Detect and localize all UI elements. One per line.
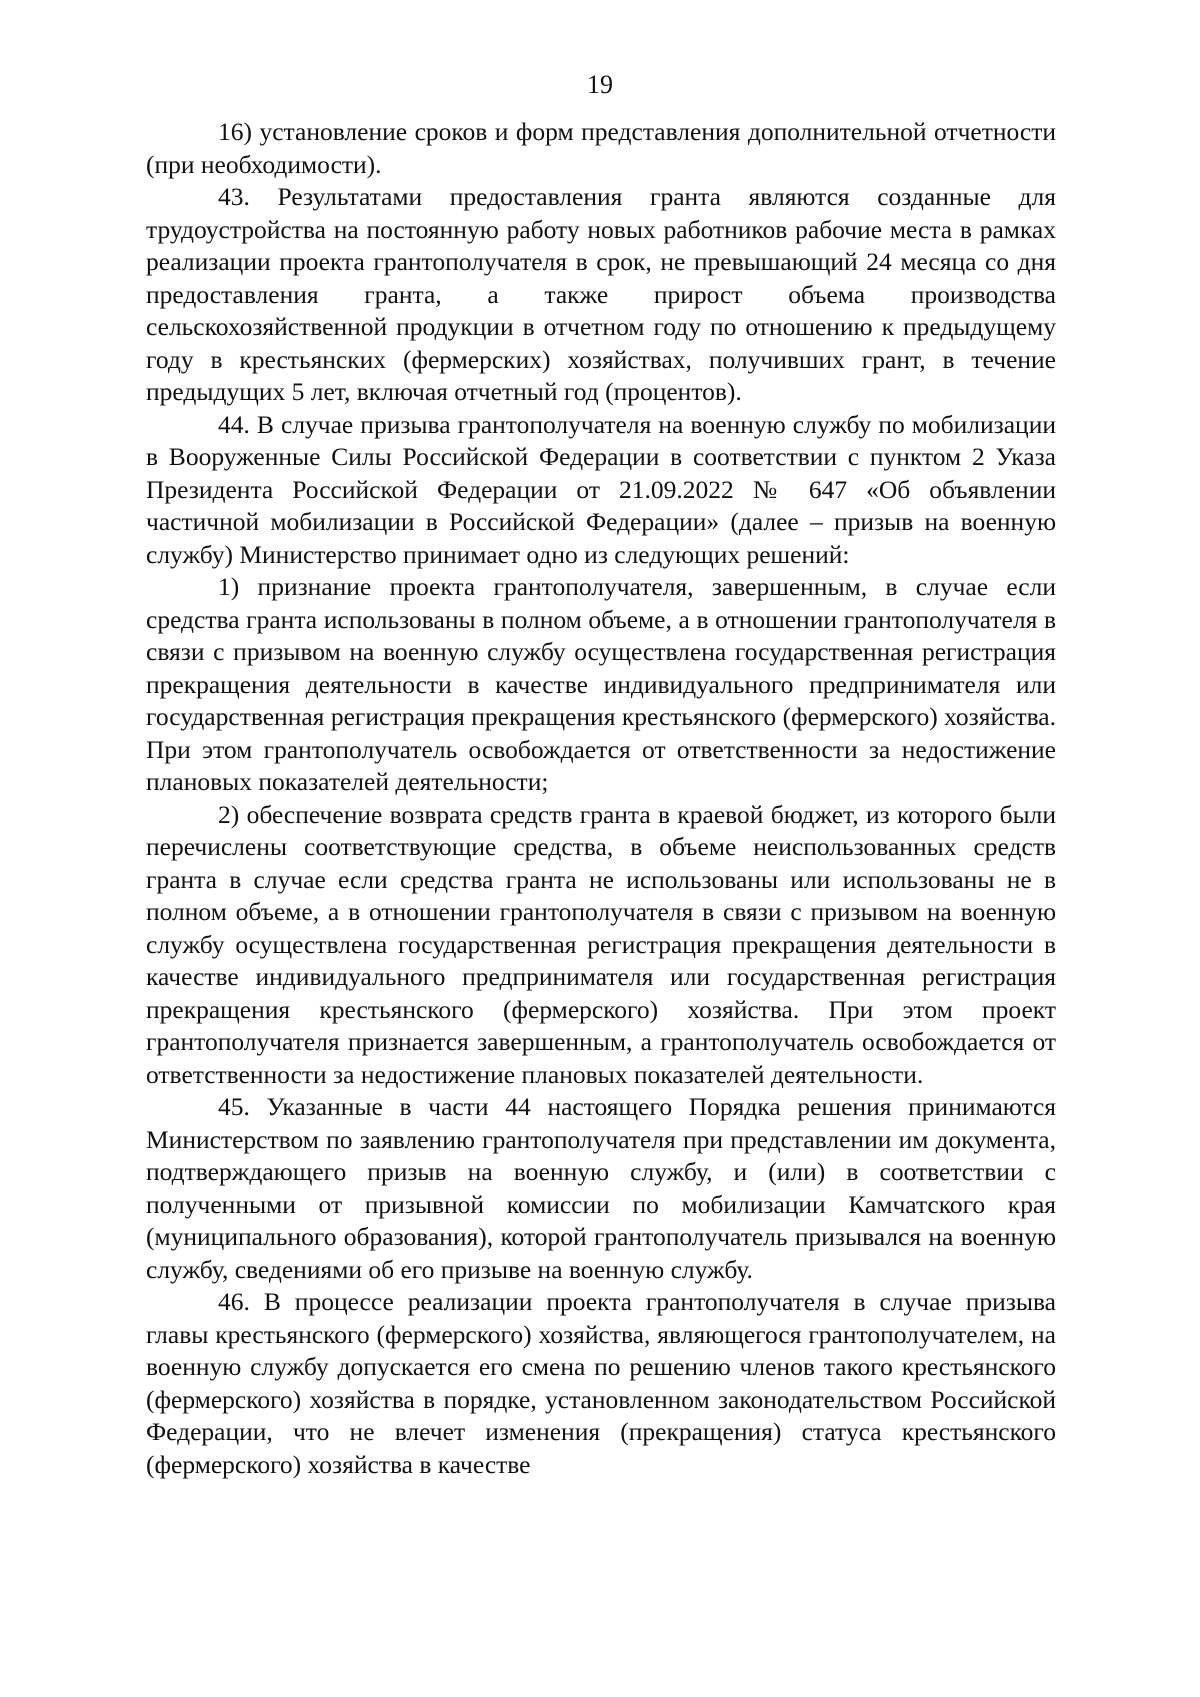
paragraph-item-16: 16) установление сроков и форм представления дополнительной отчетности (при необходимости). <box>146 117 1056 179</box>
paragraph-45: 45. Указанные в части 44 настоящего Порядка решения принимаются Министерством по заявлению грантополучателя при представлении им документа, подтверждающего призыв на военную службу, и (или) в соответствии с полученными от призывной комиссии по мобилизации Камчатского края (муниципального образования), которой грантополучатель призывался на военную службу, сведениями об его призыве на военную службу. <box>146 1092 1056 1284</box>
paragraph-44: 44. В случае призыва грантополучателя на военную службу по мобилизации в Вооруженные Силы Российской Федерации в соответствии с пунктом 2 Указа Президента Российской Федерации от 21.09.2022 № 647 «Об объявлении частичной мобилизации в Российской Федерации» (далее – призыв на военную службу) Министерство принимает одно из следующих решений: <box>146 409 1056 569</box>
page-number: 19 <box>587 70 613 99</box>
document-body <box>146 116 1056 1481</box>
paragraph-44-item-1: 1) признание проекта грантополучателя, завершенным, в случае если средства гранта использованы в полном объеме, а в отношении грантополучателя в связи с призывом на военную службу осуществлена государственная регистрация прекращения деятельности в качестве индивидуального предпринимателя или государственная регистрация прекращения крестьянского (фермерского) хозяйства. При этом грантополучатель освобождается от ответственности за недостижение плановых показателей деятельности; <box>146 572 1056 796</box>
paragraph-43: 43. Результатами предоставления гранта являются созданные для трудоустройства на постоянную работу новых работников рабочие места в рамках реализации проекта грантополучателя в срок, не превышающий 24 месяца со дня предоставления гранта, а также прирост объема производства сельскохозяйственной продукции в отчетном году по отношению к предыдущему году в крестьянских (фермерских) хозяйствах, получивших грант, в течение предыдущих 5 лет, включая отчетный год (процентов). <box>146 182 1056 406</box>
paragraph-46: 46. В процессе реализации проекта грантополучателя в случае призыва главы крестьянского (фермерского) хозяйства, являющегося грантополучателем, на военную службу допускается его смена по решению членов такого крестьянского (фермерского) хозяйства в порядке, установленном законодательством Российской Федерации, что не влечет изменения (прекращения) статуса крестьянского (фермерского) хозяйства в качестве <box>146 1287 1056 1479</box>
paragraph-44-item-2: 2) обеспечение возврата средств гранта в краевой бюджет, из которого были перечислены соответствующие средства, в объеме неиспользованных средств гранта в случае если средства гранта не использованы или использованы не в полном объеме, а в отношении грантополучателя в связи с призывом на военную службу осуществлена государственная регистрация прекращения деятельности в качестве индивидуального предпринимателя или государственная регистрация прекращения крестьянского (фермерского) хозяйства. При этом проект грантополучателя признается завершенным, а грантополучатель освобождается от ответственности за недостижение плановых показателей деятельности. <box>146 799 1056 1089</box>
